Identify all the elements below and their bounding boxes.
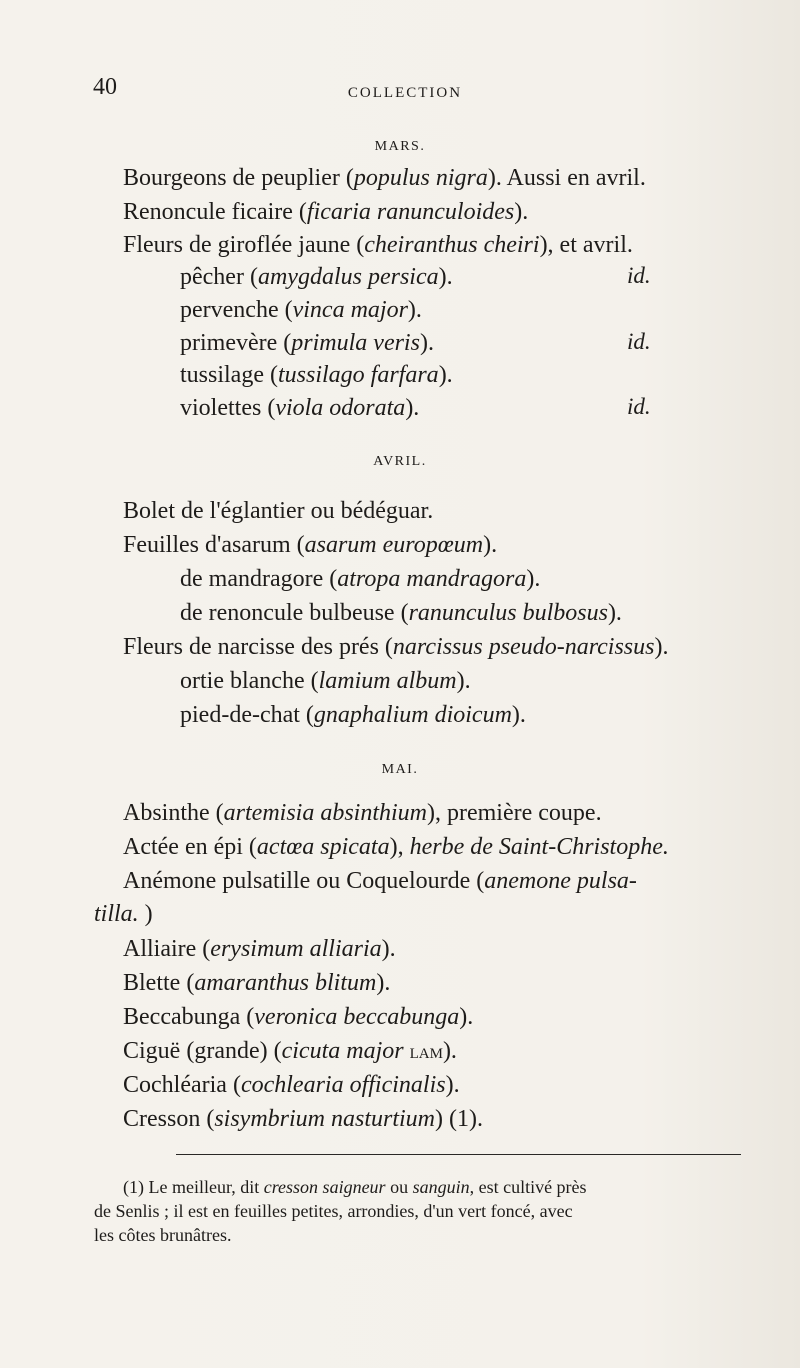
entry-line: Feuilles d'asarum (asarum europœum).: [123, 532, 498, 558]
section-title-mai: MAI.: [381, 762, 419, 777]
entry-line: Absinthe (artemisia absinthium), première coupe.: [123, 800, 602, 826]
entry-line: tilla. ): [94, 901, 153, 927]
entry-line: pervenche (vinca major).: [180, 297, 422, 323]
footnote-line: les côtes brunâtres.: [94, 1225, 232, 1245]
section-title-avril: AVRIL.: [373, 454, 427, 469]
entry-line: Beccabunga (veronica beccabunga).: [123, 1004, 474, 1030]
entry-line: de mandragore (atropa mandragora).: [180, 566, 541, 592]
entry-line: Renoncule ficaire (ficaria ranunculoides).: [123, 199, 529, 225]
entry-line: pêcher (amygdalus persica).: [180, 264, 453, 290]
footnote-rule: [176, 1154, 741, 1155]
entry-line: Bolet de l'églantier ou bédéguar.: [123, 498, 434, 524]
entry-line: Fleurs de giroflée jaune (cheiranthus cheiri), et avril.: [123, 232, 633, 258]
entry-line: Cresson (sisymbrium nasturtium) (1).: [123, 1106, 483, 1132]
idem-mark: id.: [627, 329, 651, 354]
entry-line: tussilage (tussilago farfara).: [180, 362, 453, 388]
idem-mark: id.: [627, 394, 651, 419]
entry-line: Ciguë (grande) (cicuta major lam).: [123, 1038, 457, 1064]
running-head: COLLECTION: [347, 85, 463, 101]
entry-line: violettes (viola odorata).: [180, 395, 420, 421]
entry-line: Bourgeons de peuplier (populus nigra). Aussi en avril.: [123, 165, 646, 191]
entry-line: ortie blanche (lamium album).: [180, 668, 471, 694]
entry-line: Blette (amaranthus blitum).: [123, 970, 391, 996]
entry-line: de renoncule bulbeuse (ranunculus bulbosus).: [180, 600, 622, 626]
entry-line: Cochléaria (cochlearia officinalis).: [123, 1072, 460, 1098]
page-number: 40: [93, 74, 117, 100]
entry-line: Alliaire (erysimum alliaria).: [123, 936, 396, 962]
entry-line: Fleurs de narcisse des prés (narcissus pseudo-narcissus).: [123, 634, 669, 660]
section-title-mars: MARS.: [374, 139, 426, 154]
entry-line: pied-de-chat (gnaphalium dioicum).: [180, 702, 526, 728]
idem-mark: id.: [627, 263, 651, 288]
footnote-line: (1) Le meilleur, dit cresson saigneur ou sanguin, est cultivé près: [123, 1177, 587, 1197]
entry-line: primevère (primula veris).: [180, 330, 434, 356]
entry-line: Anémone pulsatille ou Coquelourde (anemone pulsa-: [123, 868, 637, 894]
footnote-line: de Senlis ; il est en feuilles petites, arrondies, d'un vert foncé, avec: [94, 1201, 573, 1221]
entry-line: Actée en épi (actœa spicata), herbe de Saint-Christophe.: [123, 834, 669, 860]
